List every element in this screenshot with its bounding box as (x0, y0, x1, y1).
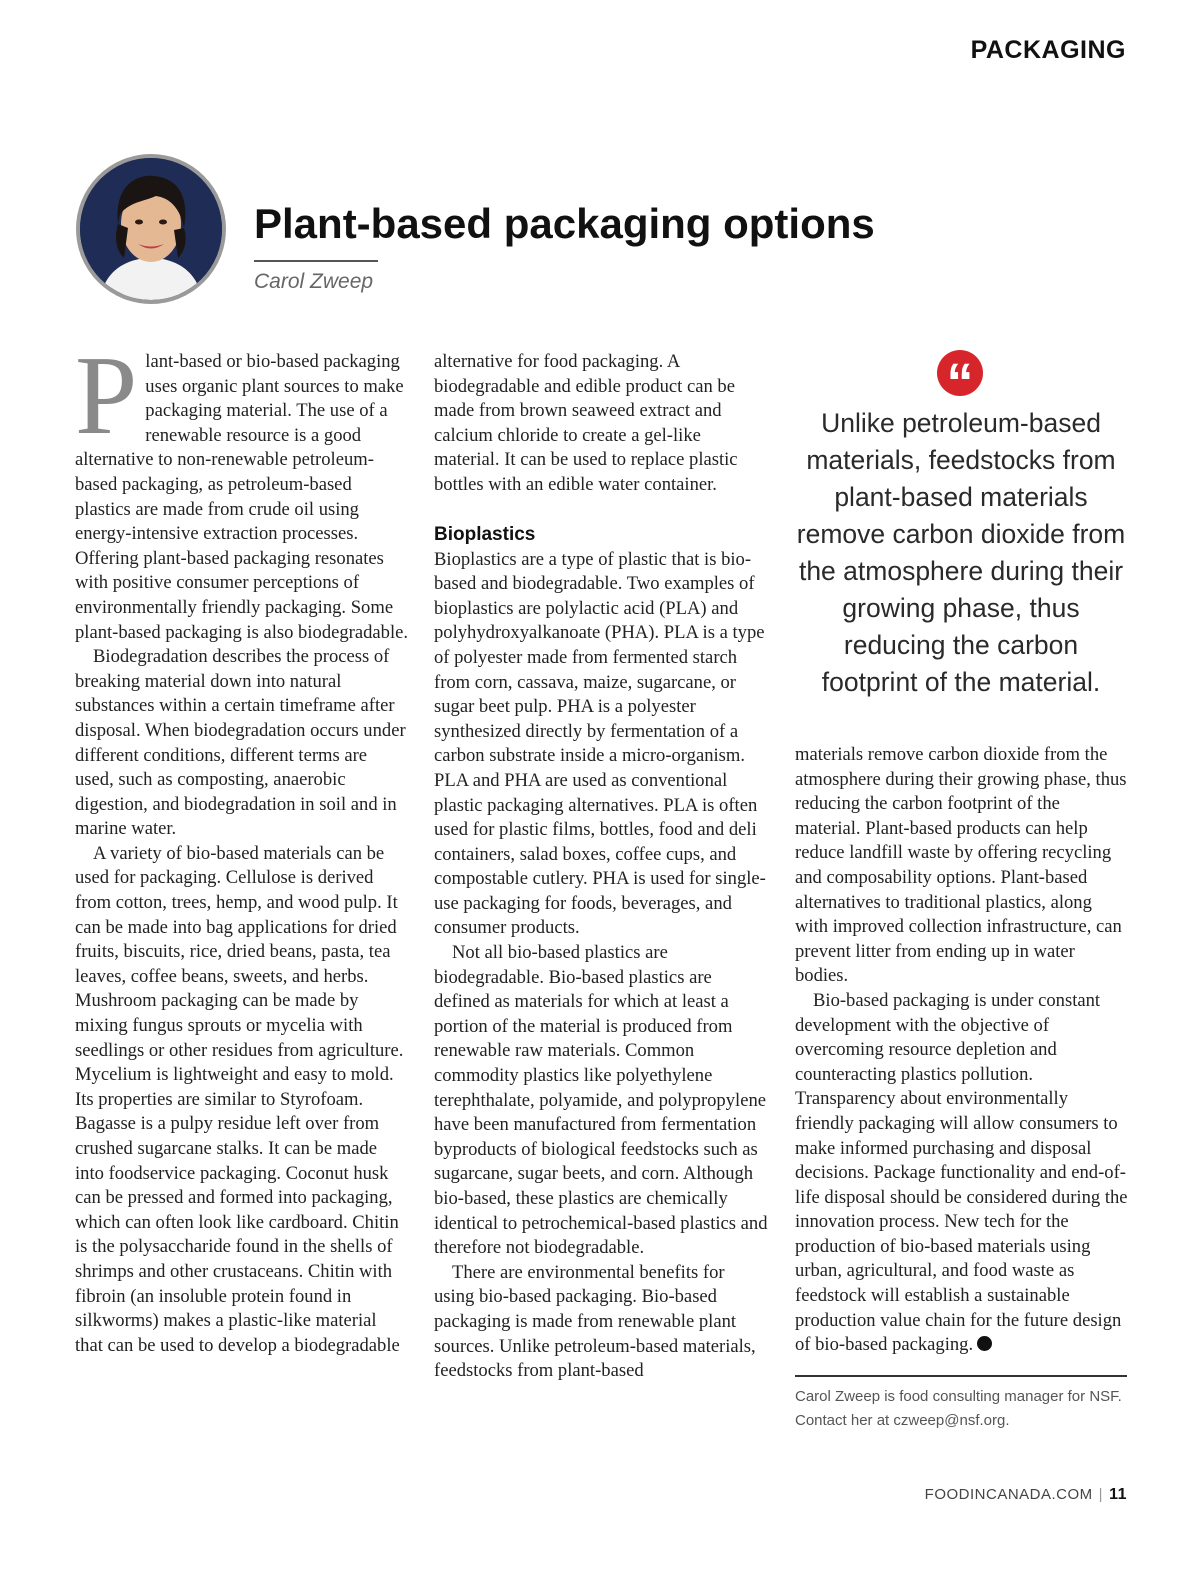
site-name: FOODINCANADA.COM (924, 1486, 1093, 1503)
paragraph-text: Bio-based packaging is under constant development with the objective of overcoming resource depletion and counteracting plastics pollution. Transparency about environmentally friendly packaging will allow consumers to make informed purchasing and disposal decisions. Package functionality and end-of-life disposal should be considered during the innovation process. New tech for the production of bio-based materials using urban, agricultural, and food waste as feedstock will establish a sustainable production value chain for the future design of bio-based packaging. (795, 989, 1128, 1356)
column-2 (434, 350, 768, 1384)
paragraph: Biodegradation describes the process of breaking material down into natural substances within a certain timeframe after disposal. When biodegradation occurs under different conditions, different terms are used, such as composting, anaerobic digestion, and biodegradation in soil and in marine water. (75, 646, 406, 840)
footer-separator: | (1098, 1486, 1104, 1503)
paragraph: Not all bio-based plastics are biodegradable. Bio-based plastics are defined as materials for which at least a portion of the material is produced from renewable raw materials. Common commodity plastics like polyethylene terephthalate, polyamide, and polypropylene have been manufactured from fermentation byproducts of biological feedstocks such as sugarcane, sugar beets, and corn. Although bio-based, these plastics are chemically identical to petrochemical-based plastics and therefore not biodegradable. (434, 942, 768, 1259)
paragraph: A variety of bio-based materials can be used for packaging. Cellulose is derived from cotton, trees, hemp, and wood pulp. It can be made into bag applications for dried fruits, biscuits, rice, dried beans, pasta, tea leaves, coffee beans, sweets, and herbs. Mushroom packaging can be made by mixing fungus sprouts or mycelia with seedlings or other residues from agriculture. Mycelium is lightweight and easy to mold. Its properties are similar to Styrofoam. Bagasse is a pulpy residue left over from crushed sugarcane stalks. It can be made into foodservice packaging. Coconut husk can be pressed and formed into packaging, which can often look like cardboard. Chitin is the polysaccharide found in the shells of shrimps and other crustaceans. Chitin with fibroin (an insoluble protein found in silkworms) makes a plastic-like material that can be used to develop a biodegradable (75, 842, 404, 1356)
column-3 (795, 743, 1129, 1358)
column-1 (75, 334, 409, 1358)
bio-divider (795, 1375, 1127, 1377)
title-divider (254, 260, 378, 262)
paragraph: materials remove carbon dioxide from the atmosphere during their growing phase, thus reducing the carbon footprint of the material. Plant-based products can help reduce landfill waste by offering recycling and composability options. Plant-based alternatives to traditional plastics, along with improved collection infrastructure, can prevent litter from ending up in water bodies. (795, 744, 1127, 987)
page-number: 11 (1109, 1486, 1127, 1503)
author-photo (76, 154, 226, 304)
paragraph: There are environmental benefits for using bio-based packaging. Bio-based packaging is made from renewable plant sources. Unlike petroleum-based materials, feedstocks from plant-based (434, 1261, 756, 1382)
section-heading-bioplastics: Bioplastics (434, 523, 536, 545)
paragraph (75, 334, 409, 645)
article-title: Plant-based packaging options (254, 200, 875, 247)
paragraph: Bioplastics are a type of plastic that is bio-based and biodegradable. Two examples of bioplastics are polylactic acid (PLA) and polyhydroxyalkanoate (PHA). PLA is a type of polyester made from fermented starch from corn, cassava, maize, sugarcane, or sugar beet pulp. PHA is a polyester synthesized directly by fermentation of a carbon substrate inside a micro-organism. PLA and PHA are used as conventional plastic packaging alternatives. PLA is often used for plastic films, bottles, food and deli containers, salad boxes, coffee cups, and compostable cutlery. PHA is used for single-use packaging for foods, beverages, and consumer products. (434, 548, 766, 939)
apple-end-icon (977, 1336, 992, 1351)
drop-cap: P (75, 334, 138, 458)
section-label: PACKAGING (970, 36, 1126, 64)
author-bio: Carol Zweep is food consulting manager for NSF. Contact her at czweep@nsf.org. (795, 1388, 1122, 1429)
paragraph-text: lant-based or bio-based packaging uses organic plant sources to make packaging material. The use of a renewable resource is a good alternative to non-renewable petroleum-based packaging, as petroleum-based plastics are made from crude oil using energy-intensive extraction processes. Offering plant-based packaging resonates with positive consumer perceptions of environmentally friendly packaging. Some plant-based packaging is also biodegradable. (75, 351, 409, 643)
quote-icon: “ (937, 350, 983, 396)
author-byline: Carol Zweep (254, 270, 374, 293)
paragraph (795, 989, 1129, 1358)
page-footer (925, 1486, 1127, 1504)
pull-quote: Unlike petroleum-based materials, feedstocks from plant-based materials remove carbon dioxide from the atmosphere during their growing phase, thus reducing the carbon footprint of the material. (796, 408, 1126, 697)
paragraph: alternative for food packaging. A biodegradable and edible product can be made from brown seaweed extract and calcium chloride to create a gel-like material. It can be used to replace plastic bottles with an edible water container. (434, 351, 738, 495)
